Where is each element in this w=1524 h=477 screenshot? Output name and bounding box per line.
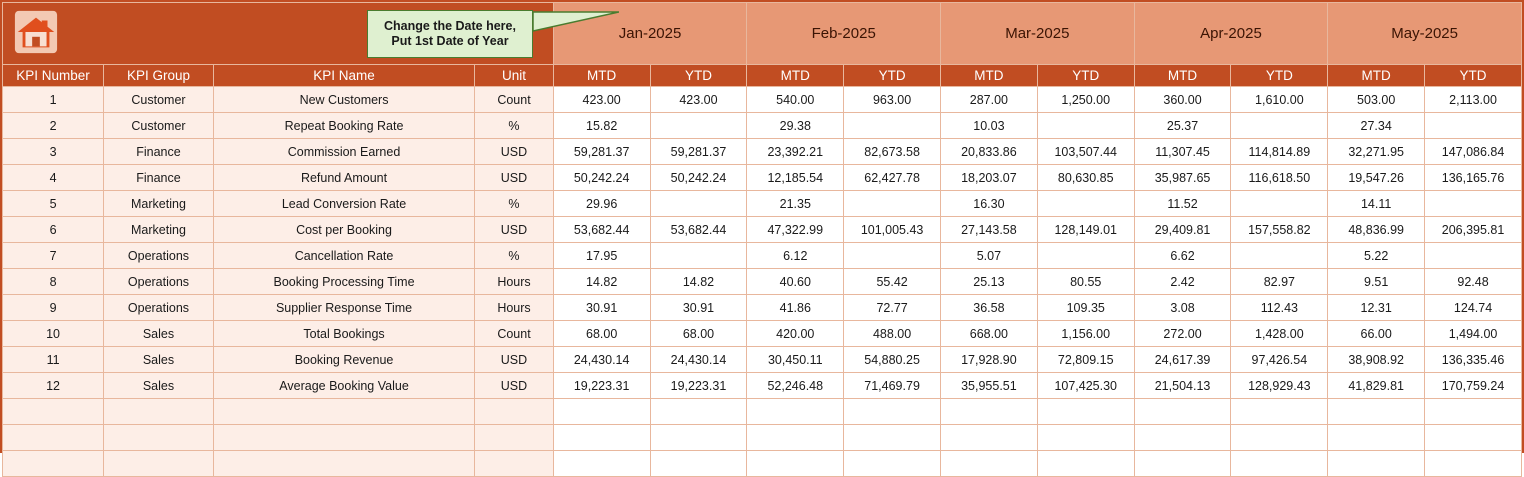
cell-value: 3.08 xyxy=(1134,295,1231,321)
cell-value: 48,836.99 xyxy=(1328,217,1425,243)
cell-value: 12,185.54 xyxy=(747,165,844,191)
cell-kpi-name: Supplier Response Time xyxy=(213,295,474,321)
month-header-3: Apr-2025 xyxy=(1134,3,1328,65)
cell-value xyxy=(1134,451,1231,477)
cell-value: 47,322.99 xyxy=(747,217,844,243)
table-row xyxy=(3,347,1522,373)
cell-value xyxy=(844,113,941,139)
cell-value: 55.42 xyxy=(844,269,941,295)
cell-kpi-group: Sales xyxy=(104,373,214,399)
cell-kpi-group: Sales xyxy=(104,347,214,373)
cell-kpi-number xyxy=(3,451,104,477)
cell-kpi-group: Customer xyxy=(104,87,214,113)
cell-value: 71,469.79 xyxy=(844,373,941,399)
cell-kpi-name: Cost per Booking xyxy=(213,217,474,243)
cell-value xyxy=(1231,191,1328,217)
cell-value: 92.48 xyxy=(1425,269,1522,295)
cell-value: 30.91 xyxy=(553,295,650,321)
cell-kpi-group: Sales xyxy=(104,321,214,347)
cell-value: 11,307.45 xyxy=(1134,139,1231,165)
cell-value xyxy=(650,425,747,451)
header-ytd-4: YTD xyxy=(1425,65,1522,87)
cell-value xyxy=(553,425,650,451)
cell-value: 107,425.30 xyxy=(1037,373,1134,399)
cell-value: 21.35 xyxy=(747,191,844,217)
cell-value: 50,242.24 xyxy=(553,165,650,191)
cell-value: 97,426.54 xyxy=(1231,347,1328,373)
table-row xyxy=(3,243,1522,269)
cell-kpi-group: Finance xyxy=(104,139,214,165)
cell-kpi-number: 10 xyxy=(3,321,104,347)
cell-value xyxy=(844,451,941,477)
cell-value xyxy=(1037,451,1134,477)
cell-unit: % xyxy=(475,243,554,269)
cell-value: 10.03 xyxy=(941,113,1038,139)
header-mtd-4: MTD xyxy=(1328,65,1425,87)
cell-value: 59,281.37 xyxy=(553,139,650,165)
header-unit: Unit xyxy=(475,65,554,87)
cell-value: 124.74 xyxy=(1425,295,1522,321)
cell-value: 114,814.89 xyxy=(1231,139,1328,165)
cell-value: 116,618.50 xyxy=(1231,165,1328,191)
cell-value: 82.97 xyxy=(1231,269,1328,295)
cell-value: 1,428.00 xyxy=(1231,321,1328,347)
cell-value xyxy=(650,191,747,217)
cell-value: 36.58 xyxy=(941,295,1038,321)
cell-value xyxy=(1328,425,1425,451)
cell-value xyxy=(650,113,747,139)
cell-value: 19,223.31 xyxy=(650,373,747,399)
cell-value: 27.34 xyxy=(1328,113,1425,139)
cell-value: 668.00 xyxy=(941,321,1038,347)
callout-tail xyxy=(533,10,619,33)
header-mtd-3: MTD xyxy=(1134,65,1231,87)
cell-value xyxy=(1425,451,1522,477)
cell-value xyxy=(844,399,941,425)
cell-kpi-name xyxy=(213,399,474,425)
cell-value: 66.00 xyxy=(1328,321,1425,347)
cell-value: 23,392.21 xyxy=(747,139,844,165)
cell-kpi-number: 11 xyxy=(3,347,104,373)
cell-kpi-name: Lead Conversion Rate xyxy=(213,191,474,217)
cell-kpi-name: Booking Processing Time xyxy=(213,269,474,295)
cell-value: 18,203.07 xyxy=(941,165,1038,191)
cell-value: 68.00 xyxy=(650,321,747,347)
cell-value: 17.95 xyxy=(553,243,650,269)
cell-value xyxy=(941,399,1038,425)
cell-value: 30,450.11 xyxy=(747,347,844,373)
cell-value xyxy=(1037,113,1134,139)
cell-value: 963.00 xyxy=(844,87,941,113)
cell-value: 1,610.00 xyxy=(1231,87,1328,113)
cell-unit: Count xyxy=(475,87,554,113)
cell-value: 19,547.26 xyxy=(1328,165,1425,191)
cell-value: 21,504.13 xyxy=(1134,373,1231,399)
header-kpi-name: KPI Name xyxy=(213,65,474,87)
cell-value: 5.22 xyxy=(1328,243,1425,269)
cell-unit: USD xyxy=(475,347,554,373)
table-row xyxy=(3,217,1522,243)
cell-value: 488.00 xyxy=(844,321,941,347)
cell-kpi-number: 4 xyxy=(3,165,104,191)
cell-kpi-number: 5 xyxy=(3,191,104,217)
cell-value xyxy=(553,399,650,425)
cell-value xyxy=(844,243,941,269)
table-row xyxy=(3,321,1522,347)
cell-value: 540.00 xyxy=(747,87,844,113)
cell-value xyxy=(747,399,844,425)
cell-unit: % xyxy=(475,113,554,139)
cell-value xyxy=(1425,191,1522,217)
cell-value: 1,494.00 xyxy=(1425,321,1522,347)
cell-value xyxy=(747,425,844,451)
cell-value: 40.60 xyxy=(747,269,844,295)
cell-value: 136,165.76 xyxy=(1425,165,1522,191)
cell-value: 423.00 xyxy=(553,87,650,113)
table-row xyxy=(3,139,1522,165)
cell-kpi-number: 9 xyxy=(3,295,104,321)
cell-unit: USD xyxy=(475,165,554,191)
cell-value xyxy=(1425,113,1522,139)
cell-value xyxy=(650,399,747,425)
table-row xyxy=(3,165,1522,191)
table-row xyxy=(3,191,1522,217)
table-row-empty xyxy=(3,399,1522,425)
cell-unit: USD xyxy=(475,373,554,399)
cell-value xyxy=(941,451,1038,477)
cell-value: 360.00 xyxy=(1134,87,1231,113)
cell-value: 24,617.39 xyxy=(1134,347,1231,373)
month-header-4: May-2025 xyxy=(1328,3,1522,65)
cell-unit: Hours xyxy=(475,269,554,295)
month-band-row xyxy=(3,3,1522,65)
cell-kpi-name xyxy=(213,451,474,477)
cell-value: 1,156.00 xyxy=(1037,321,1134,347)
cell-kpi-group: Marketing xyxy=(104,217,214,243)
cell-value xyxy=(1231,451,1328,477)
cell-kpi-name: Cancellation Rate xyxy=(213,243,474,269)
cell-value: 16.30 xyxy=(941,191,1038,217)
cell-value: 503.00 xyxy=(1328,87,1425,113)
cell-value: 109.35 xyxy=(1037,295,1134,321)
cell-value: 423.00 xyxy=(650,87,747,113)
month-header-0: Jan-2025 xyxy=(553,3,747,65)
cell-value: 50,242.24 xyxy=(650,165,747,191)
cell-value: 420.00 xyxy=(747,321,844,347)
cell-kpi-group: Operations xyxy=(104,243,214,269)
cell-unit: Hours xyxy=(475,295,554,321)
cell-value: 27,143.58 xyxy=(941,217,1038,243)
cell-value: 1,250.00 xyxy=(1037,87,1134,113)
cell-value: 128,929.43 xyxy=(1231,373,1328,399)
header-mtd-2: MTD xyxy=(941,65,1038,87)
cell-value xyxy=(844,191,941,217)
header-kpi-group: KPI Group xyxy=(104,65,214,87)
cell-kpi-name: Booking Revenue xyxy=(213,347,474,373)
header-kpi-number: KPI Number xyxy=(3,65,104,87)
month-header-1: Feb-2025 xyxy=(747,3,941,65)
cell-kpi-number: 8 xyxy=(3,269,104,295)
cell-value: 20,833.86 xyxy=(941,139,1038,165)
cell-kpi-number: 3 xyxy=(3,139,104,165)
cell-value xyxy=(1037,243,1134,269)
cell-value: 103,507.44 xyxy=(1037,139,1134,165)
cell-value xyxy=(1231,113,1328,139)
header-ytd-0: YTD xyxy=(650,65,747,87)
cell-value: 32,271.95 xyxy=(1328,139,1425,165)
cell-kpi-number: 6 xyxy=(3,217,104,243)
cell-value xyxy=(1425,425,1522,451)
cell-value: 14.82 xyxy=(553,269,650,295)
cell-kpi-number: 12 xyxy=(3,373,104,399)
cell-kpi-group: Customer xyxy=(104,113,214,139)
cell-value: 147,086.84 xyxy=(1425,139,1522,165)
cell-value xyxy=(1425,243,1522,269)
cell-value xyxy=(1328,451,1425,477)
cell-unit xyxy=(475,425,554,451)
cell-value: 128,149.01 xyxy=(1037,217,1134,243)
cell-value: 19,223.31 xyxy=(553,373,650,399)
cell-value: 206,395.81 xyxy=(1425,217,1522,243)
cell-value: 2.42 xyxy=(1134,269,1231,295)
cell-value: 59,281.37 xyxy=(650,139,747,165)
cell-value: 25.13 xyxy=(941,269,1038,295)
cell-unit: USD xyxy=(475,139,554,165)
cell-kpi-name: Repeat Booking Rate xyxy=(213,113,474,139)
cell-value: 41,829.81 xyxy=(1328,373,1425,399)
cell-value xyxy=(553,451,650,477)
month-header-2: Mar-2025 xyxy=(941,3,1135,65)
cell-value xyxy=(1037,399,1134,425)
cell-kpi-group xyxy=(104,451,214,477)
cell-unit: % xyxy=(475,191,554,217)
cell-value: 17,928.90 xyxy=(941,347,1038,373)
table-row xyxy=(3,295,1522,321)
cell-kpi-number: 1 xyxy=(3,87,104,113)
cell-value: 6.62 xyxy=(1134,243,1231,269)
cell-value xyxy=(1328,399,1425,425)
cell-value: 53,682.44 xyxy=(553,217,650,243)
cell-kpi-name: Refund Amount xyxy=(213,165,474,191)
cell-value xyxy=(1134,399,1231,425)
cell-value: 287.00 xyxy=(941,87,1038,113)
cell-value: 2,113.00 xyxy=(1425,87,1522,113)
header-ytd-3: YTD xyxy=(1231,65,1328,87)
cell-value xyxy=(844,425,941,451)
cell-value: 5.07 xyxy=(941,243,1038,269)
cell-value: 29.96 xyxy=(553,191,650,217)
cell-value xyxy=(1037,191,1134,217)
cell-value: 38,908.92 xyxy=(1328,347,1425,373)
cell-value: 35,955.51 xyxy=(941,373,1038,399)
column-header-row xyxy=(3,65,1522,87)
callout-line-1: Change the Date here, xyxy=(384,19,516,33)
table-row xyxy=(3,113,1522,139)
cell-value: 14.11 xyxy=(1328,191,1425,217)
cell-value: 136,335.46 xyxy=(1425,347,1522,373)
cell-value: 29.38 xyxy=(747,113,844,139)
header-mtd-0: MTD xyxy=(553,65,650,87)
cell-value: 15.82 xyxy=(553,113,650,139)
cell-value: 6.12 xyxy=(747,243,844,269)
callout-text-wrap xyxy=(380,19,520,49)
cell-kpi-group: Operations xyxy=(104,295,214,321)
cell-kpi-number xyxy=(3,425,104,451)
cell-value xyxy=(941,425,1038,451)
cell-value: 29,409.81 xyxy=(1134,217,1231,243)
cell-value: 41.86 xyxy=(747,295,844,321)
cell-value: 80,630.85 xyxy=(1037,165,1134,191)
cell-value: 62,427.78 xyxy=(844,165,941,191)
table-row-empty xyxy=(3,425,1522,451)
cell-kpi-group: Operations xyxy=(104,269,214,295)
table-row xyxy=(3,269,1522,295)
cell-value xyxy=(1037,425,1134,451)
cell-kpi-group: Finance xyxy=(104,165,214,191)
cell-unit xyxy=(475,399,554,425)
cell-value: 72.77 xyxy=(844,295,941,321)
cell-value: 101,005.43 xyxy=(844,217,941,243)
cell-value: 53,682.44 xyxy=(650,217,747,243)
cell-kpi-group: Marketing xyxy=(104,191,214,217)
kpi-table-body xyxy=(3,87,1522,477)
cell-value xyxy=(1425,399,1522,425)
home-icon[interactable] xyxy=(13,9,59,55)
cell-value: 272.00 xyxy=(1134,321,1231,347)
cell-kpi-name: Total Bookings xyxy=(213,321,474,347)
table-row-empty xyxy=(3,451,1522,477)
cell-value: 52,246.48 xyxy=(747,373,844,399)
header-ytd-1: YTD xyxy=(844,65,941,87)
cell-kpi-group xyxy=(104,399,214,425)
cell-value xyxy=(1231,425,1328,451)
cell-value xyxy=(1134,425,1231,451)
cell-kpi-name: Average Booking Value xyxy=(213,373,474,399)
cell-value xyxy=(650,451,747,477)
cell-value: 30.91 xyxy=(650,295,747,321)
header-mtd-1: MTD xyxy=(747,65,844,87)
cell-unit xyxy=(475,451,554,477)
cell-value: 170,759.24 xyxy=(1425,373,1522,399)
cell-value: 82,673.58 xyxy=(844,139,941,165)
cell-unit: USD xyxy=(475,217,554,243)
cell-value: 14.82 xyxy=(650,269,747,295)
cell-value: 35,987.65 xyxy=(1134,165,1231,191)
cell-kpi-name xyxy=(213,425,474,451)
cell-value xyxy=(747,451,844,477)
cell-value: 24,430.14 xyxy=(650,347,747,373)
cell-value: 24,430.14 xyxy=(553,347,650,373)
kpi-table xyxy=(2,2,1522,477)
cell-value: 11.52 xyxy=(1134,191,1231,217)
cell-value: 25.37 xyxy=(1134,113,1231,139)
cell-value xyxy=(1231,399,1328,425)
cell-value xyxy=(1231,243,1328,269)
cell-kpi-name: Commission Earned xyxy=(213,139,474,165)
cell-value xyxy=(650,243,747,269)
cell-kpi-name: New Customers xyxy=(213,87,474,113)
callout-line-2: Put 1st Date of Year xyxy=(391,34,509,48)
date-callout xyxy=(367,10,533,58)
cell-value: 68.00 xyxy=(553,321,650,347)
table-row xyxy=(3,373,1522,399)
cell-value: 54,880.25 xyxy=(844,347,941,373)
table-row xyxy=(3,87,1522,113)
cell-kpi-number: 2 xyxy=(3,113,104,139)
cell-kpi-number xyxy=(3,399,104,425)
cell-value: 80.55 xyxy=(1037,269,1134,295)
cell-kpi-number: 7 xyxy=(3,243,104,269)
cell-value: 9.51 xyxy=(1328,269,1425,295)
cell-value: 72,809.15 xyxy=(1037,347,1134,373)
cell-value: 112.43 xyxy=(1231,295,1328,321)
cell-value: 157,558.82 xyxy=(1231,217,1328,243)
cell-unit: Count xyxy=(475,321,554,347)
cell-kpi-group xyxy=(104,425,214,451)
header-ytd-2: YTD xyxy=(1037,65,1134,87)
cell-value: 12.31 xyxy=(1328,295,1425,321)
